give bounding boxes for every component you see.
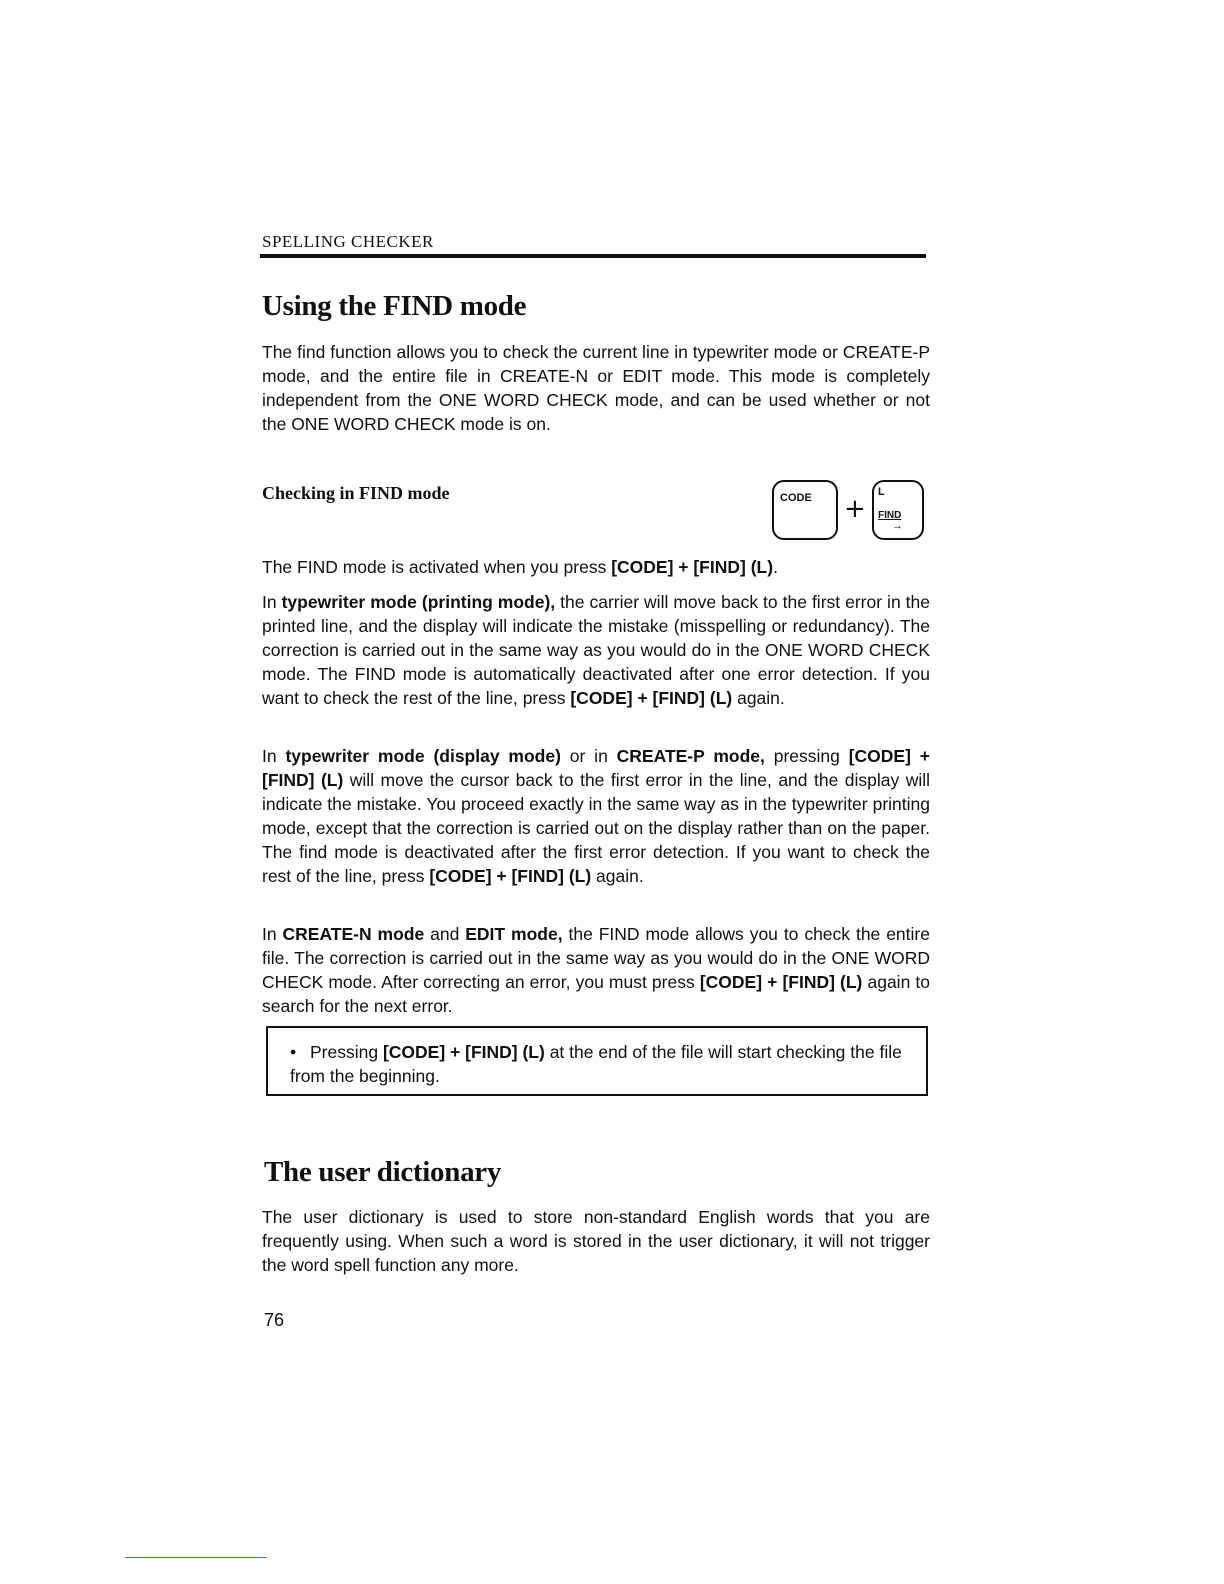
plus-sign: +	[844, 494, 866, 524]
create-edit-text	[262, 922, 930, 1018]
typewriter-display-paragraph	[262, 744, 930, 888]
note-find-key: [FIND] (L)	[465, 1042, 545, 1062]
td-find-key2: [FIND] (L)	[511, 866, 592, 886]
ce-code-key: [CODE]	[699, 972, 763, 992]
td-mode2: CREATE-P mode,	[616, 746, 765, 766]
td-post: again.	[591, 866, 644, 886]
note-post: at the end of the file will start checking the file from the beginning.	[290, 1042, 902, 1086]
ce-pre: In	[262, 924, 283, 944]
code-key-ref: [CODE]	[611, 557, 674, 577]
td-find-key: [FIND] (L)	[262, 770, 344, 790]
td-body2: will move the cursor back to the first error in the line, and the display will indicate the mistake. You proceed exactly in the same way as in the typewriter printing mode, except that the correction is carried out on the display rather than on the paper. The find mode is deactivated after the first error detection. If you want to check the rest of the line, press	[262, 770, 930, 886]
tp-plus: +	[632, 688, 653, 708]
ce-body: the FIND mode allows you to check the entire file. The correction is carried out in the same way as you would do in the ONE WORD CHECK mode. After correcting an error, you must press	[262, 924, 930, 992]
td-body1: pressing	[764, 746, 849, 766]
note-code-key: [CODE]	[382, 1042, 446, 1062]
ce-mode1: CREATE-N mode	[282, 924, 425, 944]
running-head: SPELLING CHECKER	[262, 232, 434, 251]
header-rule	[260, 254, 926, 258]
create-edit-paragraph	[262, 922, 930, 1018]
activation-paragraph	[262, 555, 930, 579]
user-dictionary-paragraph	[262, 1205, 930, 1277]
tp-body: the carrier will move back to the first error in the printed line, and the display will indicate the mistake (misspelling or redundancy). The correction is carried out in the same way as you would do in the ONE WORD CHECK mode. The FIND mode is automatically deactivated after one error detection. If you want to check the rest of the line, press	[262, 592, 930, 708]
bullet-icon: •	[290, 1042, 297, 1062]
note-text	[290, 1040, 908, 1088]
l-key-ref: (L)	[745, 557, 774, 577]
arrow-icon: →	[892, 520, 903, 532]
ce-plus: +	[762, 972, 783, 992]
code-key-label: CODE	[780, 492, 812, 504]
plus-ref: +	[673, 557, 694, 577]
user-dictionary-text: The user dictionary is used to store non-standard English words that you are frequently using. When such a word is stored in the user dictionary, it will not trigger the word spell function any more.	[262, 1207, 930, 1275]
footer-rule	[125, 1557, 267, 1558]
tp-code-key: [CODE]	[570, 688, 633, 708]
td-mid: or in	[560, 746, 617, 766]
td-mode1: typewriter mode (display mode)	[285, 746, 561, 766]
checking-subheading: Checking in FIND mode	[262, 483, 450, 503]
tp-pre: In	[262, 592, 282, 612]
find-mode-title: Using the FIND mode	[262, 290, 527, 322]
code-key-icon	[772, 480, 838, 540]
ce-mode2: EDIT mode,	[465, 924, 563, 944]
activation-text	[262, 555, 930, 579]
activation-pre: The FIND mode is activated when you press	[262, 557, 612, 577]
typewriter-printing-paragraph	[262, 590, 930, 710]
typewriter-display-text	[262, 744, 930, 888]
page-number: 76	[264, 1310, 285, 1330]
note-box	[266, 1026, 928, 1096]
find-key-ref: [FIND]	[693, 557, 746, 577]
find-key-icon	[872, 480, 924, 540]
note-plus: +	[445, 1042, 466, 1062]
tp-find-key: [FIND] (L)	[652, 688, 733, 708]
td-code-key2: [CODE]	[429, 866, 492, 886]
find-mode-intro	[262, 340, 930, 436]
find-mode-intro-text: The find function allows you to check the current line in typewriter mode or CREATE-P mode, and the entire file in CREATE-N or EDIT mode. This mode is completely independent from the ONE WORD CHECK mode, and can be used whether or not the ONE WORD CHECK mode is on.	[262, 342, 930, 434]
td-plus2: +	[491, 866, 512, 886]
td-plus: +	[910, 746, 931, 766]
note-pre: Pressing	[310, 1042, 383, 1062]
ce-post: again to search for the next error.	[262, 972, 930, 1016]
key-combination-illustration	[772, 480, 932, 542]
typewriter-printing-text	[262, 590, 930, 710]
manual-page	[262, 0, 934, 1584]
activation-post: .	[773, 557, 778, 577]
tp-mode: typewriter mode (printing mode),	[281, 592, 556, 612]
user-dictionary-title: The user dictionary	[264, 1156, 502, 1188]
td-code-key: [CODE]	[848, 746, 911, 766]
ce-find-key: [FIND] (L)	[782, 972, 863, 992]
tp-post: again.	[732, 688, 785, 708]
td-pre: In	[262, 746, 286, 766]
find-key-top-label: L	[878, 486, 885, 498]
find-key-bottom-label: FIND	[878, 510, 902, 521]
ce-mid: and	[424, 924, 466, 944]
